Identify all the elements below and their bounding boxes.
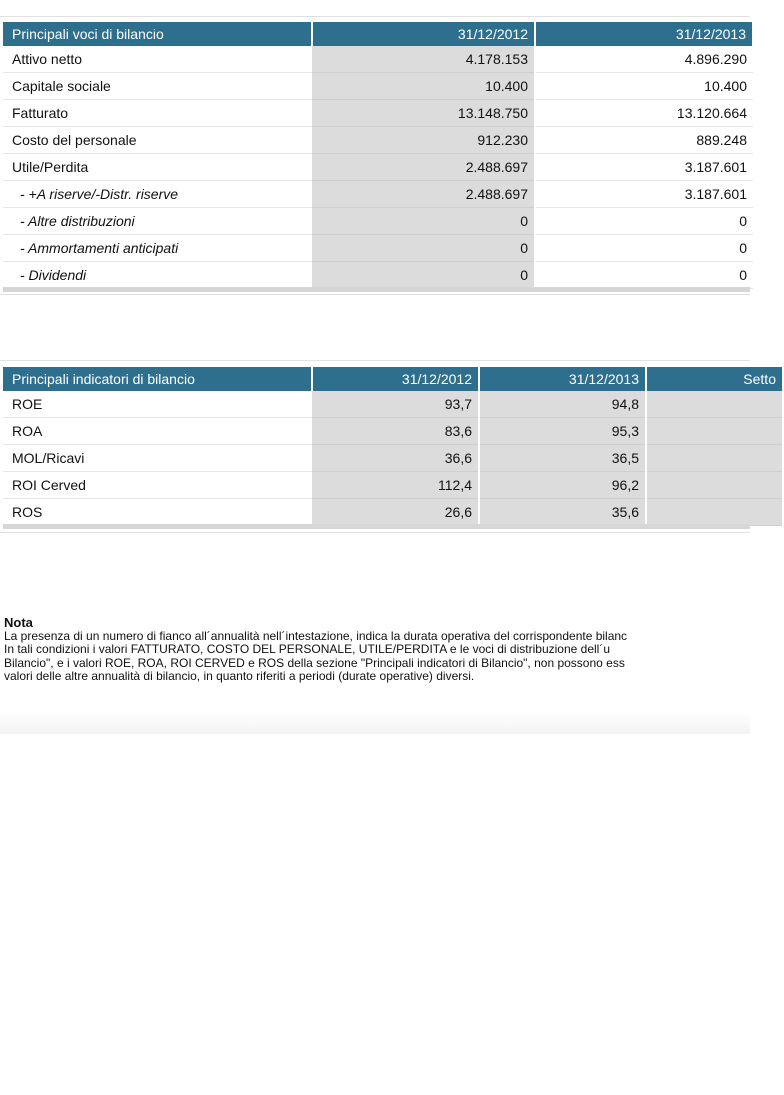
nota-line-1: La presenza di un numero di fianco all´annualità nell´intestazione, indica la durata operativa del corrispondente bilanc	[4, 628, 628, 643]
voci-value-2012: 13.148.750	[312, 100, 535, 127]
voci-value-2013: 0	[535, 262, 753, 289]
voci-value-2012: 0	[312, 208, 535, 235]
voci-value-2013: 0	[535, 208, 753, 235]
voci-row-label: Utile/Perdita	[3, 154, 312, 181]
nota-line-4: valori delle altre annualità di bilancio, in quanto riferiti a periodi (durate operative) diversi.	[4, 669, 475, 683]
nota-line-3: Bilancio", e i valori ROE, ROA, ROI CERVED e ROS della sezione "Principali indicatori di Bilancio", non possono ess	[4, 655, 625, 670]
indicatori-value-2012: 36,6	[312, 445, 479, 472]
voci-bilancio-table	[3, 22, 754, 289]
indicatori-header-2012: 31/12/2012	[312, 367, 479, 391]
indicatori-row	[3, 472, 783, 499]
voci-header-label: Principali voci di bilancio	[3, 22, 312, 46]
indicatori-header-2013: 31/12/2013	[479, 367, 646, 391]
voci-row	[3, 181, 753, 208]
indicatori-value-settore	[646, 445, 783, 472]
indicatori-value-2012: 112,4	[312, 472, 479, 499]
voci-table-bottom-bar	[3, 287, 750, 292]
indicatori-value-2013: 94,8	[479, 391, 646, 418]
indicatori-value-2012: 26,6	[312, 499, 479, 526]
indicatori-row-label: ROI Cerved	[3, 472, 312, 499]
indicatori-bilancio-table	[3, 367, 784, 526]
voci-header-row	[3, 22, 753, 46]
indicatori-row-label: ROS	[3, 499, 312, 526]
voci-value-2013: 4.896.290	[535, 46, 753, 73]
voci-row-label: - Dividendi	[3, 262, 312, 289]
nota-title: Nota	[4, 615, 33, 630]
voci-row	[3, 208, 753, 235]
voci-row	[3, 154, 753, 181]
voci-value-2012: 10.400	[312, 73, 535, 100]
voci-header-2013: 31/12/2013	[535, 22, 753, 46]
indicatori-separator	[0, 532, 750, 533]
voci-value-2013: 3.187.601	[535, 181, 753, 208]
indicatori-value-2013: 95,3	[479, 418, 646, 445]
indicatori-value-2013: 96,2	[479, 472, 646, 499]
voci-row-label: - +A riserve/-Distr. riserve	[3, 181, 312, 208]
voci-row-label: - Altre distribuzioni	[3, 208, 312, 235]
voci-row-label: Fatturato	[3, 100, 312, 127]
indicatori-value-2013: 35,6	[479, 499, 646, 526]
indicatori-row-label: MOL/Ricavi	[3, 445, 312, 472]
indicatori-table-bottom-bar	[3, 524, 750, 529]
indicatori-value-2013: 36,5	[479, 445, 646, 472]
nota-section	[4, 616, 764, 684]
indicatori-value-settore	[646, 472, 783, 499]
indicatori-row-label: ROA	[3, 418, 312, 445]
indicatori-row	[3, 499, 783, 526]
voci-row-label: Capitale sociale	[3, 73, 312, 100]
voci-value-2013: 889.248	[535, 127, 753, 154]
voci-row	[3, 127, 753, 154]
voci-row-label: Costo del personale	[3, 127, 312, 154]
voci-value-2012: 0	[312, 262, 535, 289]
indicatori-header-row	[3, 367, 783, 391]
voci-value-2012: 4.178.153	[312, 46, 535, 73]
voci-value-2013: 3.187.601	[535, 154, 753, 181]
top-separator	[0, 16, 750, 17]
voci-row-label: - Ammortamenti anticipati	[3, 235, 312, 262]
indicatori-header-label: Principali indicatori di bilancio	[3, 367, 312, 391]
voci-row	[3, 73, 753, 100]
indicatori-top-separator	[0, 360, 750, 361]
indicatori-row	[3, 391, 783, 418]
voci-value-2012: 912.230	[312, 127, 535, 154]
voci-value-2012: 2.488.697	[312, 154, 535, 181]
indicatori-value-settore	[646, 418, 783, 445]
voci-value-2012: 0	[312, 235, 535, 262]
voci-value-2013: 10.400	[535, 73, 753, 100]
indicatori-row	[3, 418, 783, 445]
indicatori-value-2012: 83,6	[312, 418, 479, 445]
indicatori-row	[3, 445, 783, 472]
indicatori-value-settore	[646, 499, 783, 526]
indicatori-value-settore	[646, 391, 783, 418]
voci-value-2013: 0	[535, 235, 753, 262]
voci-row	[3, 262, 753, 289]
voci-row	[3, 46, 753, 73]
indicatori-value-2012: 93,7	[312, 391, 479, 418]
voci-row-label: Attivo netto	[3, 46, 312, 73]
indicatori-row-label: ROE	[3, 391, 312, 418]
voci-value-2012: 2.488.697	[312, 181, 535, 208]
voci-separator	[0, 294, 750, 295]
footer-fade-band	[0, 712, 750, 734]
voci-header-2012: 31/12/2012	[312, 22, 535, 46]
nota-line-2: In tali condizioni i valori FATTURATO, COSTO DEL PERSONALE, UTILE/PERDITA e le voci di distribuzione dell´u	[4, 642, 610, 656]
voci-row	[3, 235, 753, 262]
voci-value-2013: 13.120.664	[535, 100, 753, 127]
indicatori-header-settore: Setto	[646, 367, 783, 391]
voci-row	[3, 100, 753, 127]
